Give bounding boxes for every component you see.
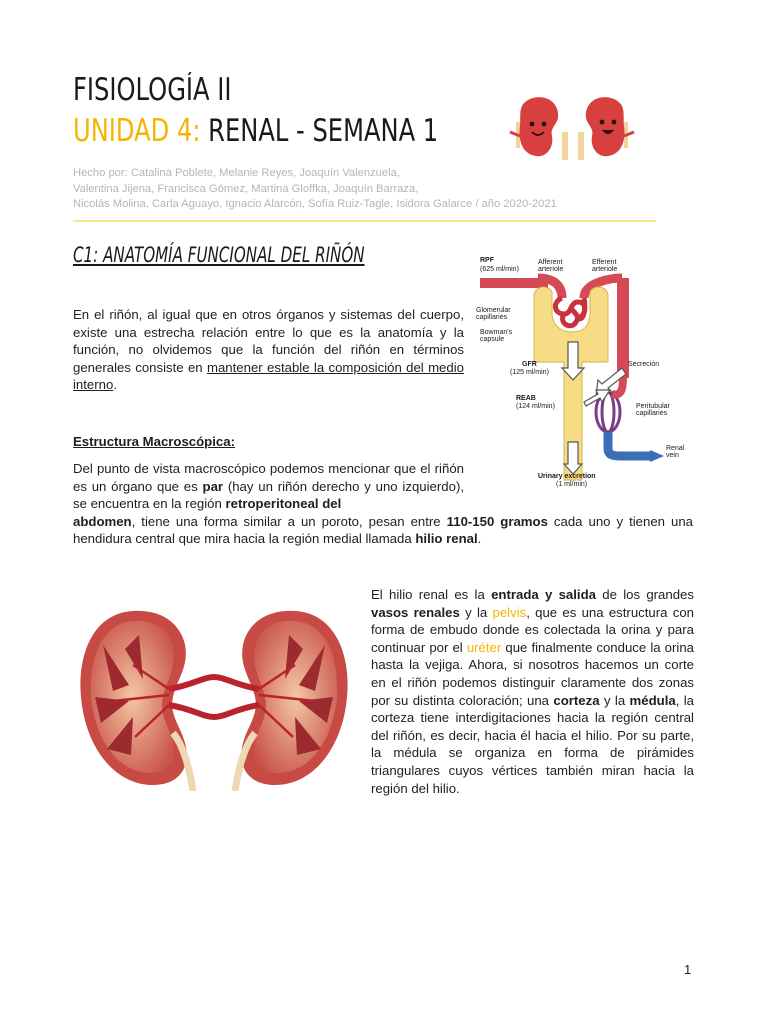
label-peritubular: Peritubular (636, 403, 670, 410)
label-reab-value: (124 ml/min) (516, 403, 555, 410)
label-gfr-value: (125 ml/min) (510, 369, 549, 376)
header-divider (73, 220, 656, 222)
label-urinary: Urinary excretion (538, 473, 596, 480)
label-afferent-2: arteriole (538, 266, 564, 273)
label-bowman: Bowman's (480, 329, 513, 336)
label-urinary-value: (1 ml/min) (556, 481, 588, 488)
authors-line: Hecho por: Catalina Poblete, Melanie Reyes, Joaquín Valenzuela, (73, 167, 400, 179)
label-bowman-2: capsule (480, 336, 505, 343)
authors-line: Nicolás Molina, Carla Aguayo, Ignacio Alarcón, Sofía Ruiz-Tagle, Isidora Galarce / año 2020-2021 (73, 198, 557, 210)
page-number: 1 (684, 962, 692, 977)
label-rpf: RPF (480, 257, 494, 264)
label-reab: REAB (516, 395, 536, 402)
unit-rest: RENAL - SEMANA 1 (200, 113, 439, 149)
label-gfr: GFR (522, 361, 537, 368)
label-efferent: Efferent (592, 259, 617, 266)
section-heading: C1: ANATOMÍA FUNCIONAL DEL RIÑÓN (73, 243, 365, 267)
authors-line: Valentina Jijena, Francisca Gómez, Martina Gloffka, Joaquín Barraza, (73, 182, 419, 195)
authors-block (73, 166, 673, 213)
unit-title (73, 113, 438, 149)
hilio-paragraph: El hilio renal es la entrada y salida de los grandes vasos renales y la pelvis, que es una estructura con forma de embudo donde es colectada la orina y para continuar por el uréter que finalmente conduce la orina hasta la vejiga. Ahora, si nosotros hacemos un corte en el riñón podemos distinguir claramente dos zonas por su distinta coloración; una corteza y la médula, la corteza tiene interdigitaciones hacia la región central del riñón, es decir, hacia él hacia el hilio. Por su parte, la médula se organiza en forma de pirámides triangulares cuyos vértices también miran hacia la región del hilio. (371, 587, 695, 796)
macroscopic-paragraph: Del punto de vista macroscópico podemos mencionar que el riñón es un órgano que es par (hay un riñón derecho y uno izquierdo), se encuentra en la región retroperitoneal del abdomen, tiene una forma similar a un poroto, pesan entre 110-150 gramos cada uno y tienen una hendidura central que mira hacia la región medial llamada hilio renal. (73, 461, 693, 547)
label-renal-vein: Renal (666, 445, 685, 452)
cartoon-kidneys-illustration (508, 92, 638, 164)
nephron-diagram (472, 252, 697, 490)
label-afferent: Afferent (538, 259, 563, 266)
label-glomerular: Glomerular (476, 307, 511, 314)
label-efferent-2: arteriole (592, 266, 618, 273)
unit-prefix: UNIDAD 4: (73, 113, 201, 149)
label-glomerular-2: capillaries (476, 314, 508, 321)
kidney-cross-section-illustration (73, 605, 355, 791)
label-rpf-value: (625 ml/min) (480, 266, 519, 273)
subheading-macroscopic: Estructura Macroscópica: (73, 434, 235, 449)
intro-paragraph: En el riñón, al igual que en otros órganos y sistemas del cuerpo, existe una estrecha relación entre lo que es la anatomía y la función, no olvidemos que la función del riñón en términos generales consiste en mantener estable la composición del medio interno. (73, 307, 464, 393)
document-title: FISIOLOGÍA II (73, 72, 232, 108)
label-secrecion: Secreción (628, 361, 660, 368)
label-renal-vein-2: vein (666, 452, 679, 459)
label-peritubular-2: capillaries (636, 410, 668, 417)
